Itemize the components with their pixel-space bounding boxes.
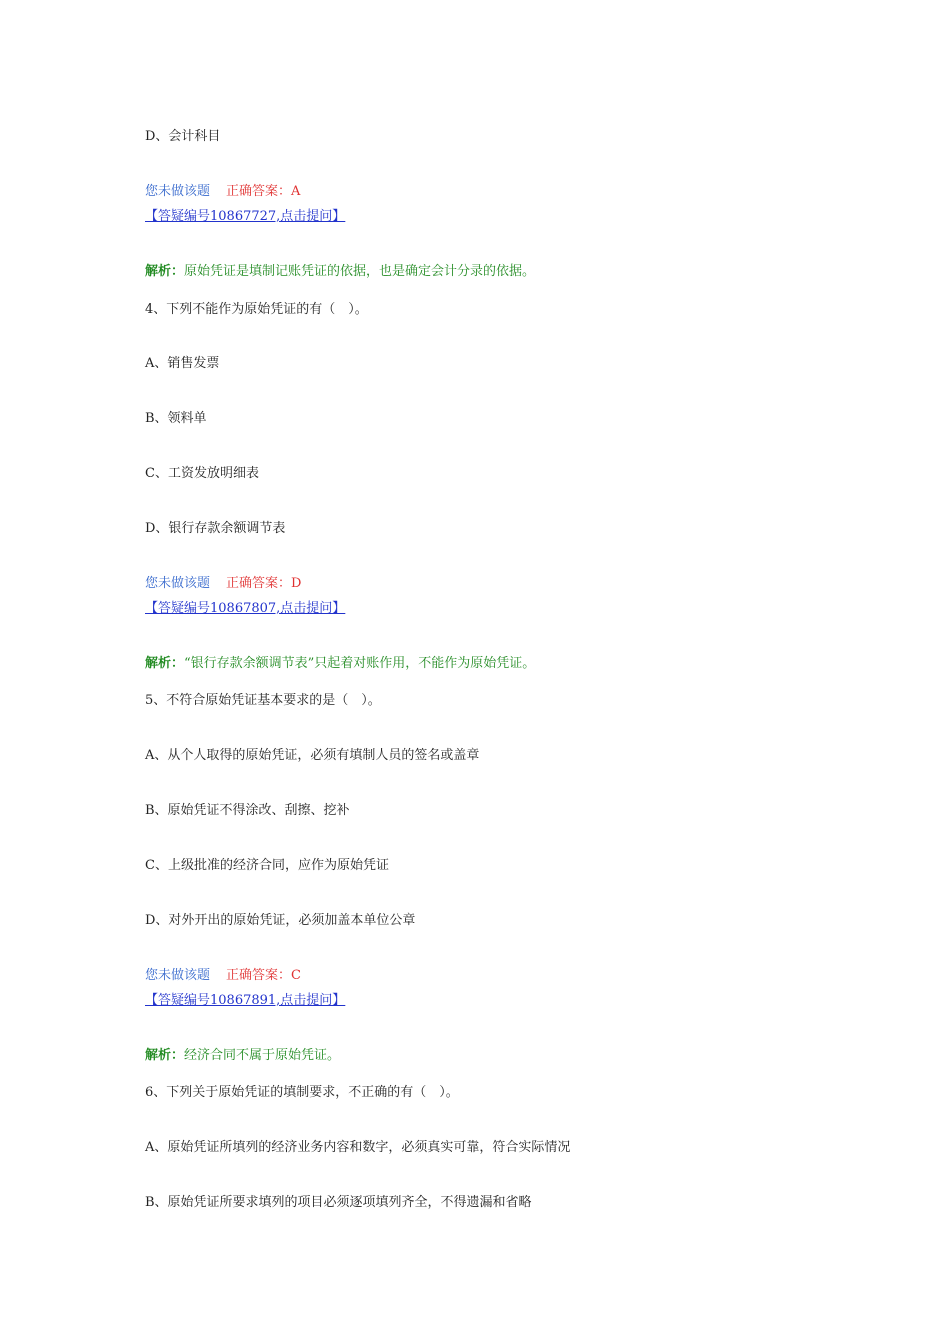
q5-option-d: D、对外开出的原始凭证，必须加盖本单位公章 bbox=[145, 913, 416, 928]
q5-correct-answer: 正确答案：C bbox=[226, 968, 301, 983]
q6-option-b: B、原始凭证所要求填列的项目必须逐项填列齐全，不得遗漏和省略 bbox=[145, 1195, 532, 1210]
q4-ask-question-link[interactable]: 【答疑编号10867807,点击提问】 bbox=[145, 601, 346, 616]
q3-ask-link-row bbox=[145, 209, 345, 225]
q3-option-d: D、会计科目 bbox=[145, 129, 221, 144]
q4-question: 4、下列不能作为原始凭证的有（ ）。 bbox=[145, 302, 368, 317]
q4-option-c: C、工资发放明细表 bbox=[145, 466, 259, 481]
q5-analysis-text: 经济合同不属于原始凭证。 bbox=[184, 1048, 341, 1063]
q5-status: 您未做该题 bbox=[145, 968, 211, 983]
q4-option-a: A、销售发票 bbox=[145, 356, 220, 371]
q3-analysis-label: 解析： bbox=[145, 264, 185, 279]
q4-analysis-text: “银行存款余额调节表”只起着对账作用，不能作为原始凭证。 bbox=[184, 656, 536, 671]
q4-status: 您未做该题 bbox=[145, 576, 211, 591]
q4-status-line bbox=[145, 576, 301, 592]
q3-status-line bbox=[145, 184, 300, 200]
q6-question: 6、下列关于原始凭证的填制要求，不正确的有（ ）。 bbox=[145, 1085, 459, 1100]
q5-option-a: A、从个人取得的原始凭证，必须有填制人员的签名或盖章 bbox=[145, 748, 480, 763]
q4-correct-answer: 正确答案：D bbox=[226, 576, 302, 591]
q5-option-b: B、原始凭证不得涂改、刮擦、挖补 bbox=[145, 803, 350, 818]
q3-correct-answer: 正确答案：A bbox=[226, 184, 301, 199]
q3-analysis bbox=[145, 264, 535, 280]
q3-analysis-text: 原始凭证是填制记账凭证的依据，也是确定会计分录的依据。 bbox=[184, 264, 536, 279]
q5-question: 5、不符合原始凭证基本要求的是（ ）。 bbox=[145, 693, 381, 708]
q4-option-b: B、领料单 bbox=[145, 411, 207, 426]
q5-option-c: C、上级批准的经济合同，应作为原始凭证 bbox=[145, 858, 389, 873]
q5-ask-question-link[interactable]: 【答疑编号10867891,点击提问】 bbox=[145, 993, 346, 1008]
q3-ask-question-link[interactable]: 【答疑编号10867727,点击提问】 bbox=[145, 209, 346, 224]
q5-analysis bbox=[145, 1048, 340, 1064]
q3-status: 您未做该题 bbox=[145, 184, 211, 199]
q5-status-line bbox=[145, 968, 301, 984]
q6-option-a: A、原始凭证所填列的经济业务内容和数字，必须真实可靠，符合实际情况 bbox=[145, 1140, 571, 1155]
q5-ask-link-row bbox=[145, 993, 345, 1009]
q5-analysis-label: 解析： bbox=[145, 1048, 185, 1063]
q4-option-d: D、银行存款余额调节表 bbox=[145, 521, 286, 536]
q4-analysis-label: 解析： bbox=[145, 656, 185, 671]
q4-analysis bbox=[145, 656, 535, 672]
q4-ask-link-row bbox=[145, 601, 345, 617]
